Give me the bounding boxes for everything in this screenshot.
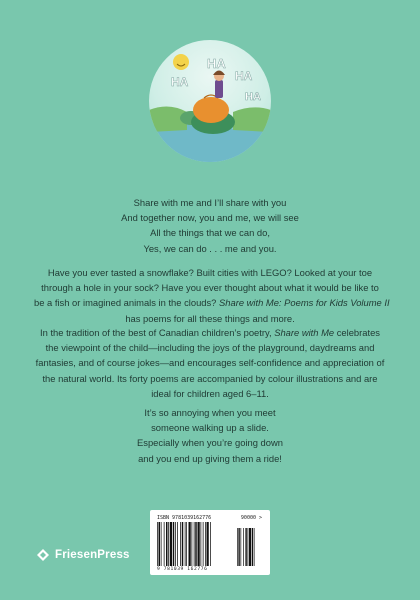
poem-line: All the things that we can do, <box>150 227 270 239</box>
publisher-logo <box>36 545 130 565</box>
paragraph-text: In the tradition of the best of Canadian children’s poetry, <box>40 327 275 338</box>
barcode-addon-bar <box>248 528 249 566</box>
barcode-addon-bar <box>252 528 253 566</box>
barcode-bar <box>203 522 204 566</box>
child-hair <box>213 71 225 76</box>
paragraph-text: be a fish or imagined animals in the clouds? <box>34 297 217 309</box>
barcode-bar <box>186 522 187 566</box>
closing-poem <box>34 405 386 466</box>
barcode-bar <box>189 522 191 566</box>
child-body <box>215 80 223 98</box>
paragraph-line: the viewpoint of the child—including the joys of the playground, daydreams and <box>45 342 375 354</box>
paragraph-line: has poems for all these things and more. <box>125 312 295 324</box>
barcode-addon-bar <box>249 528 251 566</box>
isbn-label: ISBN 9781039162776 <box>157 515 212 521</box>
barcode-bar <box>192 522 193 566</box>
barcode-bar <box>170 522 172 566</box>
publisher-name: FriesenPress <box>55 549 130 561</box>
ha-text-1: HA <box>207 56 226 71</box>
barcode-addon-bar <box>243 528 244 566</box>
poem-line: And together now, you and me, we will see <box>121 212 299 224</box>
barcode-bar <box>159 522 161 566</box>
barcode-bar <box>205 522 206 566</box>
grass-right <box>233 107 271 132</box>
paragraph-line <box>34 295 390 310</box>
barcode-addon-bar <box>254 528 255 566</box>
barcode-bar <box>164 522 165 566</box>
barcode-bar <box>194 522 195 566</box>
description-paragraph-1 <box>34 265 390 326</box>
poem-line: and you end up giving them a ride! <box>138 452 282 464</box>
book-title-inline: Share with Me: Poems for Kids Volume II <box>219 297 390 309</box>
isbn-barcode <box>150 510 270 575</box>
barcode-addon-bar <box>241 528 242 566</box>
poem-line: Especially when you’re going down <box>137 437 283 449</box>
barcode-bar <box>166 522 168 566</box>
publisher-mark-icon <box>36 548 50 562</box>
barcode-bar <box>198 522 200 566</box>
paragraph-line: ideal for children aged 6–11. <box>151 387 269 399</box>
barcode-bar <box>195 522 197 566</box>
paragraph-line: Have you ever tasted a snowflake? Built cities with LEGO? Looked at your toe <box>47 267 373 278</box>
paragraph-line <box>34 325 386 340</box>
cover-illustration <box>149 40 271 162</box>
barcode-bar <box>168 522 169 566</box>
sun <box>173 54 189 70</box>
poem-line: Share with me and I’ll share with you <box>133 197 287 208</box>
barcode-bar <box>177 522 178 566</box>
barcode-addon-bar <box>238 528 239 566</box>
poem-line: It’s so annoying when you meet <box>144 407 276 418</box>
paragraph-line: the natural world. Its forty poems are accompanied by colour illustrations and are <box>42 372 378 384</box>
barcode-bar <box>175 522 176 566</box>
barcode-bar <box>182 522 184 566</box>
barcode-bar <box>173 522 175 566</box>
barcode-addon-bar <box>245 528 246 566</box>
paragraph-line: fantasies, and of course jokes—and encourages self-confidence and appreciation of <box>35 357 385 369</box>
ha-text-4: HA <box>245 91 261 103</box>
paragraph-text: celebrates <box>334 327 380 338</box>
poem-line: Yes, we can do . . . me and you. <box>143 242 277 254</box>
poem-line: someone walking up a slide. <box>151 422 269 434</box>
book-title-inline: Share with Me <box>274 327 335 338</box>
barcode-bar <box>185 522 186 566</box>
barcode-addon-bar <box>237 528 238 566</box>
ha-text-2: HA <box>235 69 253 83</box>
barcode-bar <box>180 522 181 566</box>
opening-poem <box>34 195 386 256</box>
pumpkin <box>193 97 229 123</box>
barcode-bars <box>157 522 263 566</box>
barcode-bar <box>207 522 209 566</box>
barcode-bar <box>157 522 158 566</box>
price-code: 90000 > <box>240 515 262 521</box>
ha-text-3: HA <box>171 75 189 89</box>
description-paragraph-2 <box>34 325 386 401</box>
illustration-art <box>149 40 271 162</box>
barcode-bar <box>210 522 211 566</box>
barcode-digits: 9 781039 162776 <box>157 567 208 572</box>
barcode-bar <box>201 522 202 566</box>
paragraph-line: through a hole in your sock? Have you ever thought about what it would be like to <box>41 282 379 294</box>
barcode-bar <box>161 522 162 566</box>
